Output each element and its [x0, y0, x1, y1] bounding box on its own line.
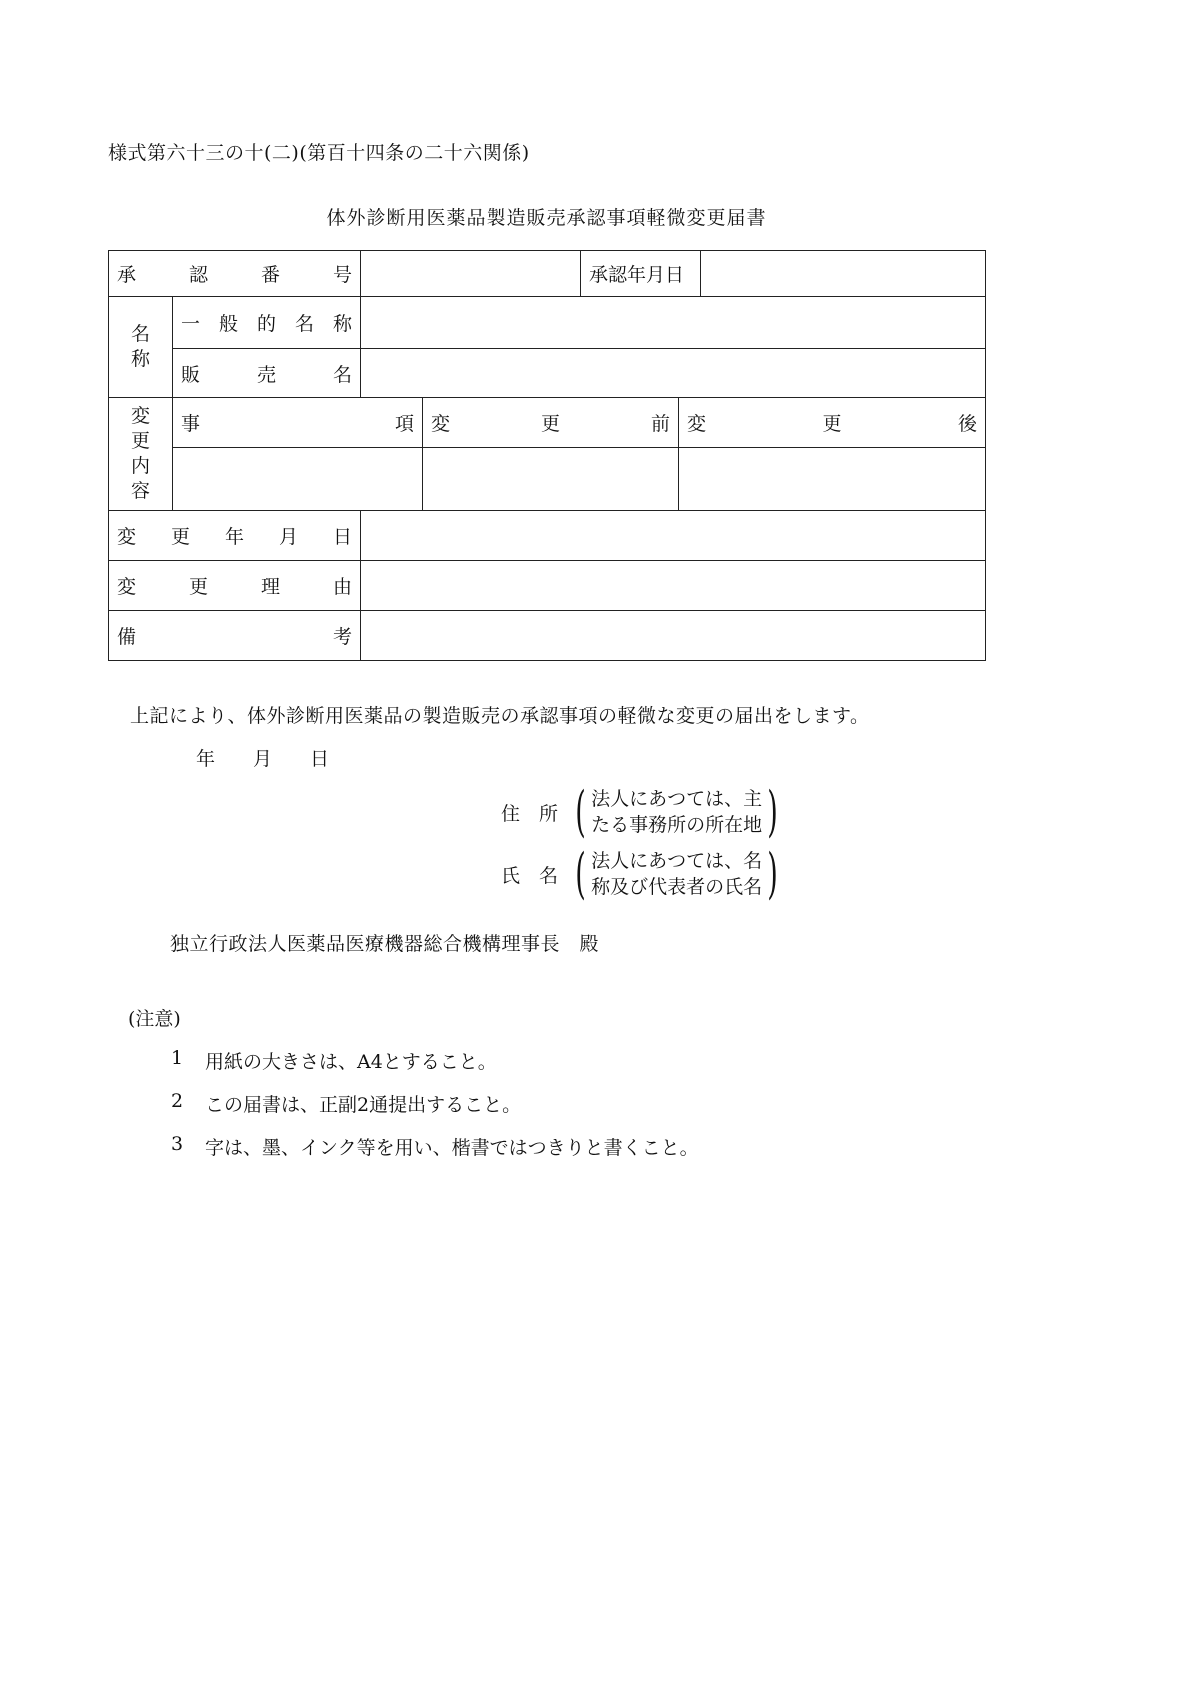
name-note-line1: 法人にあつては、名 — [591, 850, 763, 872]
address-note — [591, 786, 762, 838]
approval-number-value — [361, 251, 581, 297]
address-note-line2: たる事務所の所在地 — [591, 814, 763, 836]
remarks-label: 備考 — [109, 611, 361, 661]
name-note — [591, 848, 762, 900]
approval-date-value — [701, 251, 986, 297]
address-block — [501, 780, 985, 843]
generic-name-value — [361, 297, 986, 349]
note-text: 字は、墨、インク等を用い、楷書ではつきりと書くこと。 — [205, 1137, 699, 1159]
open-paren: ( — [575, 842, 586, 905]
generic-name-label: 一般的名称 — [173, 297, 361, 349]
close-paren: ) — [767, 842, 778, 905]
change-after-header: 変更後 — [679, 398, 986, 448]
change-contents-label-text: 変更内容 — [130, 405, 150, 502]
note-item — [171, 1090, 985, 1117]
note-number: 2 — [171, 1090, 184, 1112]
change-reason-value — [361, 561, 986, 611]
declaration-statement: 上記により、体外診断用医薬品の製造販売の承認事項の軽微な変更の届出をします。 — [130, 705, 870, 727]
note-text: 用紙の大きさは、A4とすること。 — [205, 1051, 497, 1073]
signer-name-label: 氏 名 — [501, 864, 559, 887]
remarks-value — [361, 611, 986, 661]
approval-date-label: 承認年月日 — [581, 251, 701, 297]
name-block — [501, 842, 985, 905]
address-note-line1: 法人にあつては、主 — [591, 788, 763, 810]
change-reason-label: 変更理由 — [109, 561, 361, 611]
name-label — [109, 297, 173, 398]
name-note-line2: 称及び代表者の氏名 — [591, 876, 763, 898]
change-item-value — [173, 448, 423, 511]
change-item-header: 事項 — [173, 398, 423, 448]
document-content — [108, 138, 985, 1160]
approval-number-label: 承認番号 — [109, 251, 361, 297]
note-text: この届書は、正副2通提出すること。 — [205, 1094, 522, 1116]
change-after-value — [679, 448, 986, 511]
change-before-header: 変更前 — [423, 398, 679, 448]
change-date-value — [361, 511, 986, 561]
document-title: 体外診断用医薬品製造販売承認事項軽微変更届書 — [326, 207, 767, 229]
note-item — [171, 1133, 985, 1160]
form-table — [108, 250, 986, 661]
change-before-value — [423, 448, 679, 511]
change-contents-label — [109, 398, 173, 511]
name-label-text: 名称 — [130, 323, 150, 370]
open-paren: ( — [575, 780, 586, 843]
date-line: 年 月 日 — [196, 748, 330, 770]
note-number: 1 — [171, 1047, 184, 1069]
address-label: 住 所 — [501, 802, 559, 825]
note-number: 3 — [171, 1133, 184, 1155]
form-code: 様式第六十三の十(二)(第百十四条の二十六関係) — [108, 142, 530, 164]
brand-name-value — [361, 349, 986, 398]
notes-heading: (注意) — [128, 1008, 181, 1030]
addressee-line: 独立行政法人医薬品医療機器総合機構理事長 殿 — [170, 933, 600, 955]
close-paren: ) — [767, 780, 778, 843]
change-date-label: 変更年月日 — [109, 511, 361, 561]
note-item — [171, 1047, 985, 1074]
brand-name-label: 販売名 — [173, 349, 361, 398]
